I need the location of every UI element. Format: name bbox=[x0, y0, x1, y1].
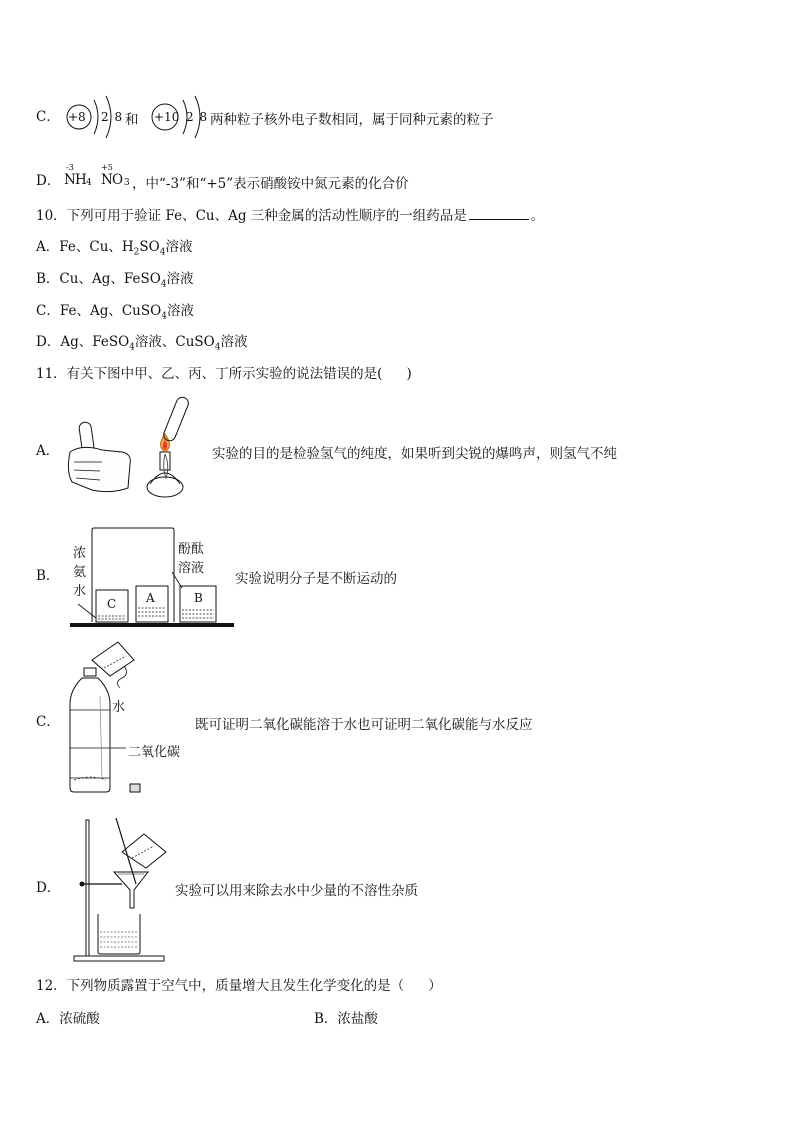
question-text: 12．下列物质露置于空气中，质量增大且发生化学变化的是（ bbox=[36, 978, 405, 994]
option-text: SO bbox=[139, 239, 160, 255]
formula-n2: N bbox=[101, 172, 113, 188]
q11-stem bbox=[36, 365, 412, 383]
q10-option-a bbox=[36, 238, 192, 262]
q10-option-b bbox=[36, 270, 194, 294]
atom2-nucleus: +10 bbox=[154, 110, 180, 124]
q11-option-a-label: A． bbox=[36, 443, 60, 459]
question-text: 11．有关下图中甲、乙、丙、丁所示实验的说法错误的是( bbox=[36, 366, 383, 382]
q12-option-b bbox=[314, 1010, 378, 1028]
option-label: B． bbox=[36, 271, 60, 287]
question-text: 10．下列可用于验证 Fe、Cu、Ag 三种金属的活动性顺序的一组药品是 bbox=[36, 208, 467, 224]
co2-bottle-figure bbox=[64, 638, 194, 798]
filtration-figure bbox=[70, 812, 180, 964]
label-solution: 溶液 bbox=[178, 561, 205, 576]
option-label: C． bbox=[36, 109, 60, 125]
option-label: B． bbox=[314, 1011, 338, 1027]
formula-o: O bbox=[112, 172, 124, 188]
beaker-c-label: C bbox=[107, 597, 117, 611]
question-end: 。 bbox=[530, 208, 545, 224]
label-water: 水 bbox=[73, 584, 87, 599]
formula-n1: N bbox=[64, 172, 76, 188]
q12-option-a bbox=[36, 1010, 100, 1028]
label-co2: 二氧化碳 bbox=[128, 745, 181, 760]
ammonia-diffusion-figure bbox=[68, 524, 236, 634]
q11-option-b-text: 实验说明分子是不断运动的 bbox=[235, 571, 397, 587]
formula-sub3: 3 bbox=[124, 178, 130, 188]
answer-blank bbox=[469, 207, 529, 220]
q10-stem bbox=[36, 207, 544, 225]
option-text: Fe、Ag、CuSO bbox=[59, 303, 162, 319]
question-end: ） bbox=[428, 978, 442, 994]
option-label: A． bbox=[36, 239, 60, 255]
option-label: D． bbox=[36, 334, 61, 350]
option-text: 浓硫酸 bbox=[59, 1011, 100, 1027]
q11-option-d-label: D． bbox=[36, 880, 61, 896]
atom1-nucleus: +8 bbox=[68, 110, 86, 124]
option-label: A． bbox=[36, 1011, 60, 1027]
q9-option-c bbox=[36, 108, 60, 126]
subscript: 4 bbox=[129, 342, 135, 353]
option-text: Ag、FeSO bbox=[60, 334, 130, 350]
label-concentrated: 浓 bbox=[73, 546, 87, 561]
q11-option-c-label: C． bbox=[36, 714, 60, 730]
q12-stem bbox=[36, 977, 442, 995]
hydrogen-purity-test-figure bbox=[62, 392, 202, 504]
charge-plus5: +5 bbox=[101, 163, 113, 172]
subscript: 4 bbox=[160, 279, 167, 290]
formula-h: H bbox=[75, 172, 87, 188]
option-label: C． bbox=[36, 303, 60, 319]
subscript: 2 bbox=[133, 247, 140, 258]
subscript: 4 bbox=[214, 342, 221, 353]
label-water-c: 水 bbox=[112, 700, 126, 715]
atom2-shells: 2 8 bbox=[186, 110, 208, 124]
formula-sub4: 4 bbox=[86, 178, 92, 188]
option-text: 溶液 bbox=[220, 334, 248, 350]
option-text: Fe、Cu、H bbox=[59, 239, 134, 255]
subscript: 4 bbox=[159, 247, 166, 258]
q11-option-c-text: 既可证明二氧化碳能溶于水也可证明二氧化碳能与水反应 bbox=[195, 717, 533, 733]
beaker-a-label: A bbox=[146, 591, 155, 605]
subscript: 4 bbox=[161, 311, 167, 322]
and-text: 和 bbox=[125, 112, 139, 128]
option-text: 溶液、CuSO bbox=[134, 334, 215, 350]
charge-minus3: -3 bbox=[66, 163, 74, 172]
q11-option-b-label: B． bbox=[36, 568, 60, 584]
option-text: 溶液 bbox=[166, 303, 194, 319]
q9-option-d bbox=[36, 172, 60, 190]
question-end: ) bbox=[406, 366, 412, 382]
option-text: Cu、Ag、FeSO bbox=[59, 271, 161, 287]
option-text: 溶液 bbox=[165, 239, 193, 255]
q11-option-a-text: 实验的目的是检验氢气的纯度，如果听到尖锐的爆鸣声，则氢气不纯 bbox=[212, 446, 617, 462]
q11-option-d-text: 实验可以用来除去水中少量的不溶性杂质 bbox=[175, 883, 418, 899]
label-phenolphthalein: 酚酞 bbox=[178, 542, 205, 557]
label-ammonia: 氨 bbox=[73, 565, 87, 580]
beaker-b-label: B bbox=[194, 591, 203, 605]
q10-option-d bbox=[36, 333, 247, 357]
option-text: 溶液 bbox=[166, 271, 194, 287]
q10-option-c bbox=[36, 302, 194, 326]
option-label: D． bbox=[36, 173, 61, 189]
q9-option-d-text: ，中“-3”和“+5”表示硝酸铵中氮元素的化合价 bbox=[132, 176, 409, 192]
atom1-shells: 2 8 bbox=[101, 110, 123, 124]
option-text: 浓盐酸 bbox=[337, 1011, 378, 1027]
q9-option-c-text: 两种粒子核外电子数相同，属于同种元素的粒子 bbox=[210, 112, 494, 128]
